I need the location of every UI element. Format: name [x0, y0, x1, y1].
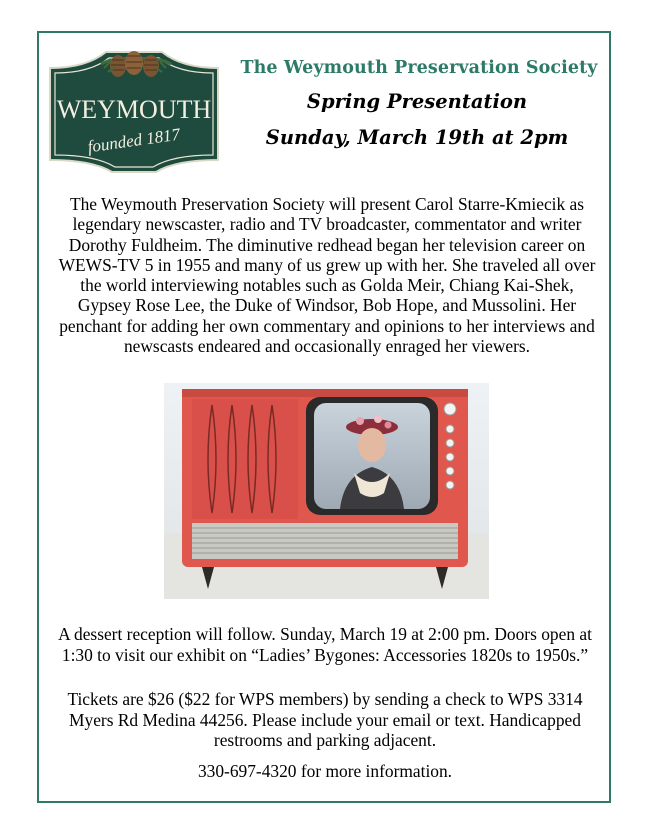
logo-tagline-text: founded 1817: [86, 124, 182, 157]
logo-name-text: WEYMOUTH: [56, 95, 212, 124]
contact-info: 330-697-4320 for more information.: [197, 761, 453, 781]
weymouth-logo: [46, 38, 222, 174]
vintage-tv-photo: [164, 383, 489, 599]
event-date: Sunday, March 19th at 2pm: [265, 126, 569, 149]
event-title: Spring Presentation: [306, 90, 528, 113]
ticket-info: Tickets are $26 ($22 for WPS members) by sending a check to WPS 3314 Myers Rd Medina 44256. Please include your email or text. Handicapped restrooms and parking adjacent.: [67, 689, 583, 750]
organization-name: The Weymouth Preservation Society: [240, 58, 598, 78]
reception-info: A dessert reception will follow. Sunday, March 19 at 2:00 pm. Doors open at 1:30 to visit our exhibit on “Ladies’ Bygones: Accessories 1820s to 1950s.”: [58, 624, 592, 665]
event-description: The Weymouth Preservation Society will present Carol Starre-Kmiecik as legendary newscaster, radio and TV broadcaster, commentator and writer Dorothy Fuldheim. The diminutive redhead began her television career on WEWS-TV 5 in 1955 and many of us grew up with her. She traveled all over the world interviewing notables such as Golda Meir, Chiang Kai-Shek, Gypsey Rose Lee, the Duke of Windsor, Bob Hope, and Mussolini. Her penchant for adding her own commentary and opinions to her interviews and newscasts endeared and occasionally enraged her viewers.: [58, 194, 596, 357]
